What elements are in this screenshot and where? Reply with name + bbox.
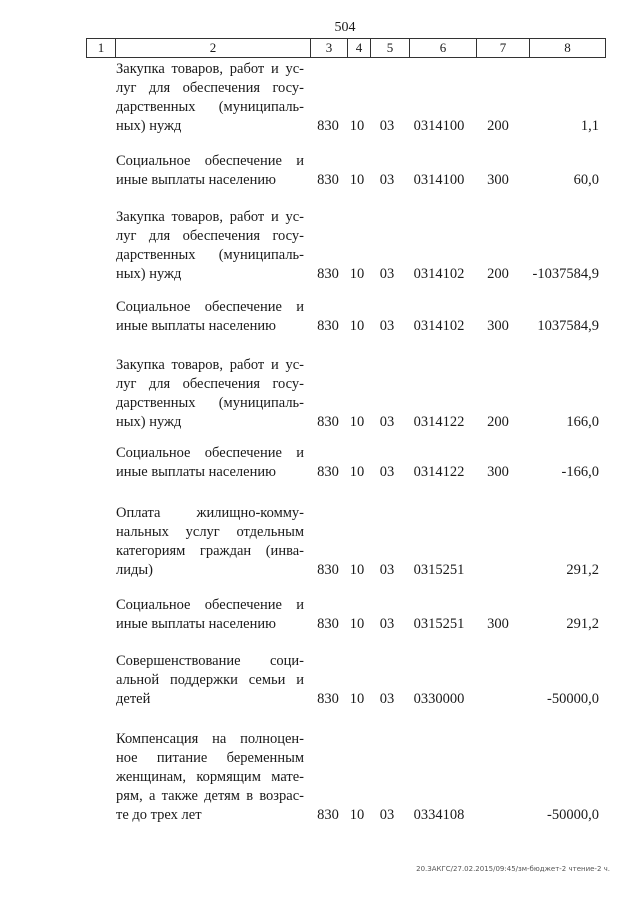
description-line: Закупка товаров, работ и ус-: [116, 61, 304, 77]
row-description: [116, 652, 304, 709]
cell-kvsr: 830: [317, 562, 339, 578]
description-line: иные выплаты населению: [116, 172, 276, 188]
cell-target-article: 0315251: [413, 562, 465, 578]
cell-subsection: 03: [379, 172, 395, 188]
cell-kvsr: 830: [317, 414, 339, 430]
cell-expense-type: 300: [487, 172, 509, 188]
cell-amount: 60,0: [573, 172, 599, 188]
description-line: альной поддержки семьи и: [116, 672, 304, 688]
cell-kvsr: 830: [317, 691, 339, 707]
cell-amount: -166,0: [561, 464, 599, 480]
cell-subsection: 03: [379, 318, 395, 334]
cell-amount: 291,2: [566, 616, 599, 632]
row-description: [116, 504, 304, 580]
cell-section: 10: [349, 562, 365, 578]
row-description: [116, 444, 304, 482]
cell-amount: 291,2: [566, 562, 599, 578]
header-col-6: 6: [410, 39, 477, 58]
page-number: 504: [334, 20, 356, 35]
description-line: Оплата жилищно-комму-: [116, 505, 304, 521]
cell-expense-type: 300: [487, 464, 509, 480]
description-line: те до трех лет: [116, 807, 202, 823]
cell-subsection: 03: [379, 266, 395, 282]
cell-section: 10: [349, 318, 365, 334]
cell-section: 10: [349, 616, 365, 632]
description-line: ных) нужд: [116, 414, 182, 430]
description-line: лиды): [116, 562, 153, 578]
cell-subsection: 03: [379, 616, 395, 632]
cell-amount: -50000,0: [547, 691, 599, 707]
cell-section: 10: [349, 118, 365, 134]
description-line: дарственных (муниципаль-: [116, 395, 304, 411]
cell-target-article: 0314102: [413, 266, 465, 282]
cell-subsection: 03: [379, 807, 395, 823]
description-line: дарственных (муниципаль-: [116, 247, 304, 263]
description-line: Социальное обеспечение и: [116, 445, 304, 461]
cell-section: 10: [349, 266, 365, 282]
header-col-7: 7: [477, 39, 530, 58]
cell-subsection: 03: [379, 118, 395, 134]
description-line: рям, а также детям в возрас-: [116, 788, 304, 804]
description-line: Социальное обеспечение и: [116, 153, 304, 169]
cell-kvsr: 830: [317, 807, 339, 823]
description-line: Социальное обеспечение и: [116, 597, 304, 613]
cell-kvsr: 830: [317, 616, 339, 632]
cell-section: 10: [349, 172, 365, 188]
cell-target-article: 0314122: [413, 414, 465, 430]
cell-subsection: 03: [379, 464, 395, 480]
description-line: Закупка товаров, работ и ус-: [116, 357, 304, 373]
cell-kvsr: 830: [317, 318, 339, 334]
description-line: дарственных (муниципаль-: [116, 99, 304, 115]
row-description: [116, 152, 304, 190]
description-line: ных) нужд: [116, 266, 182, 282]
cell-amount: -1037584,9: [532, 266, 599, 282]
cell-subsection: 03: [379, 562, 395, 578]
description-line: Социальное обеспечение и: [116, 299, 304, 315]
description-line: Закупка товаров, работ и ус-: [116, 209, 304, 225]
description-line: Совершенствование соци-: [116, 653, 304, 669]
description-line: иные выплаты населению: [116, 464, 276, 480]
row-description: [116, 208, 304, 284]
cell-subsection: 03: [379, 691, 395, 707]
cell-section: 10: [349, 414, 365, 430]
description-line: детей: [116, 691, 151, 707]
cell-target-article: 0314100: [413, 172, 465, 188]
cell-section: 10: [349, 807, 365, 823]
cell-kvsr: 830: [317, 266, 339, 282]
description-line: луг для обеспечения госу-: [116, 228, 304, 244]
header-col-1: 1: [87, 39, 116, 58]
row-description: [116, 596, 304, 634]
cell-target-article: 0330000: [413, 691, 465, 707]
header-col-2: 2: [116, 39, 311, 58]
description-line: категориям граждан (инва-: [116, 543, 304, 559]
description-line: иные выплаты населению: [116, 616, 276, 632]
row-description: [116, 356, 304, 432]
cell-amount: 1,1: [580, 118, 599, 134]
cell-amount: 166,0: [566, 414, 599, 430]
row-description: [116, 730, 304, 825]
description-line: иные выплаты населению: [116, 318, 276, 334]
description-line: ных) нужд: [116, 118, 182, 134]
cell-amount: 1037584,9: [537, 318, 599, 334]
cell-target-article: 0314100: [413, 118, 465, 134]
cell-section: 10: [349, 691, 365, 707]
description-line: женщинам, кормящим мате-: [116, 769, 304, 785]
column-header-row: [86, 38, 606, 58]
cell-expense-type: 200: [487, 118, 509, 134]
cell-expense-type: 300: [487, 318, 509, 334]
footer-stamp: 20.ЗАКГС/27.02.2015/09:45/зм-бюджет-2 чтение-2 ч.: [416, 865, 610, 873]
cell-expense-type: 200: [487, 266, 509, 282]
row-description: [116, 298, 304, 336]
cell-subsection: 03: [379, 414, 395, 430]
description-line: луг для обеспечения госу-: [116, 80, 304, 96]
description-line: ное питание беременным: [116, 750, 304, 766]
header-col-8: 8: [530, 39, 606, 58]
cell-expense-type: 200: [487, 414, 509, 430]
cell-kvsr: 830: [317, 172, 339, 188]
header-col-5: 5: [371, 39, 410, 58]
cell-amount: -50000,0: [547, 807, 599, 823]
description-line: луг для обеспечения госу-: [116, 376, 304, 392]
row-description: [116, 60, 304, 136]
description-line: Компенсация на полноцен-: [116, 731, 304, 747]
cell-kvsr: 830: [317, 118, 339, 134]
cell-expense-type: 300: [487, 616, 509, 632]
cell-target-article: 0314122: [413, 464, 465, 480]
cell-target-article: 0315251: [413, 616, 465, 632]
cell-target-article: 0334108: [413, 807, 465, 823]
header-col-4: 4: [348, 39, 371, 58]
cell-section: 10: [349, 464, 365, 480]
cell-kvsr: 830: [317, 464, 339, 480]
description-line: нальных услуг отдельным: [116, 524, 304, 540]
header-col-3: 3: [311, 39, 348, 58]
cell-target-article: 0314102: [413, 318, 465, 334]
